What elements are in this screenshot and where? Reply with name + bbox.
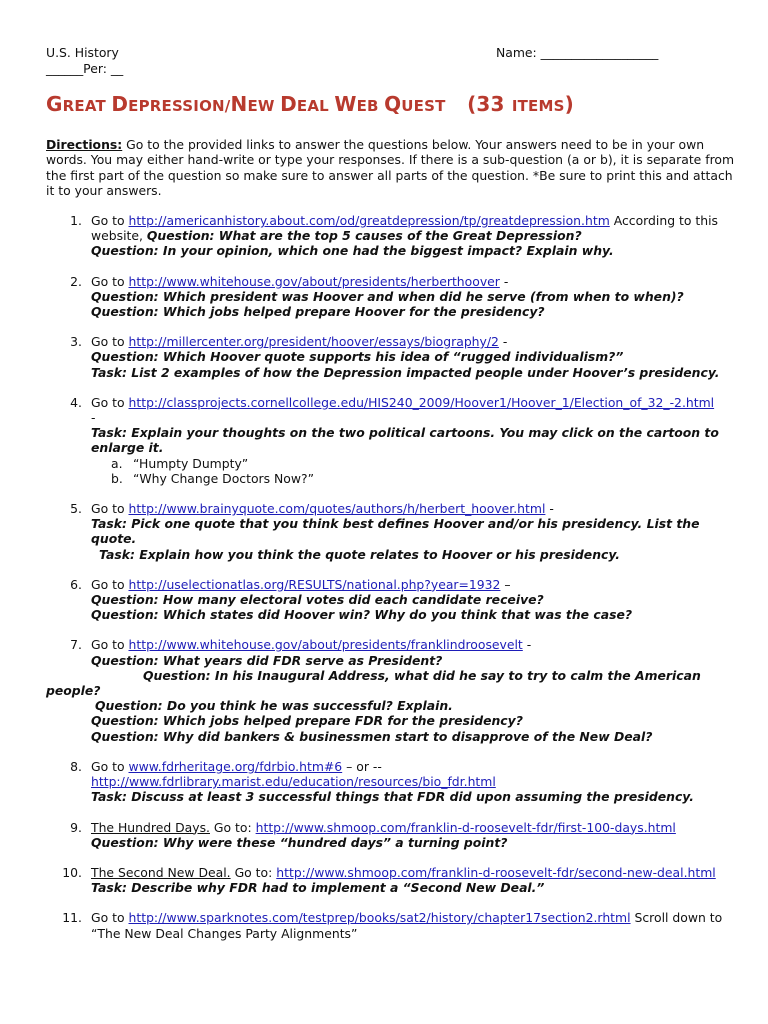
directions-label: Directions:	[46, 137, 123, 152]
list-item-2: 2. Go to http://www.whitehouse.gov/about/presidents/herberthoover - Question: Which president was Hoover and when did he serve (from when to when)? Question: Which jobs helped prepare Hoover for the presidency?	[70, 273, 684, 320]
list-item-8: 8. Go to www.fdrheritage.org/fdrbio.htm#6 – or -- http://www.fdrlibrary.marist.edu/education/resources/bio_fdr.html Task: Discuss at least 3 successful things that FDR did upon assuming the presidency.	[70, 758, 694, 805]
sub-item-b: b. “Why Change Doctors Now?”	[111, 470, 315, 486]
link-7[interactable]: http://www.whitehouse.gov/about/presidents/franklindroosevelt	[128, 637, 523, 653]
link-1[interactable]: http://americanhistory.about.com/od/greatdepression/tp/greatdepression.htm	[128, 213, 610, 228]
sub-item-a: a. “Humpty Dumpty”	[111, 455, 249, 471]
list-item-3: 3. Go to http://millercenter.org/president/hoover/essays/biography/2 - Question: Which Hoover quote supports his idea of “rugged individualism?” Task: List 2 examples of how the Depression impacted people under Hoover’s presidency.	[70, 334, 720, 380]
header-course-info	[46, 45, 123, 77]
link-9[interactable]: http://www.shmoop.com/franklin-d-roosevelt-fdr/first-100-days.html	[255, 819, 676, 835]
list-item-10: 10. The Second New Deal. Go to: http://www.shmoop.com/franklin-d-roosevelt-fdr/second-new-deal.html Task: Describe why FDR had to implement a “Second New Deal.”	[62, 864, 716, 896]
list-item-6: 6. Go to http://uselectionatlas.org/RESULTS/national.php?year=1932 – Question: How many electoral votes did each candidate receive? Question: Which states did Hoover win? Why do you think that was the case?	[70, 576, 633, 623]
link-11[interactable]: http://www.sparknotes.com/testprep/books/sat2/history/chapter17section2.rhtml	[128, 910, 631, 926]
list-item-1: 1. Go to http://americanhistory.about.com/od/greatdepression/tp/greatdepression.htm According to this website, Question: What are the top 5 causes of the Great Depression? Question: In your opinion, which one had the biggest impact? Explain why.	[70, 213, 718, 259]
link-2[interactable]: http://www.whitehouse.gov/about/presidents/herberthoover	[128, 273, 500, 289]
link-3[interactable]: http://millercenter.org/president/hoover/essays/biography/2	[128, 334, 499, 350]
link-8b[interactable]: http://www.fdrlibrary.marist.edu/education/resources/bio_fdr.html	[91, 774, 496, 790]
directions-text: Go to the provided links to answer the questions below. Your answers need to be in your own words. You may either hand-write or type your responses. If there is a sub-question (a or b), it is separate from the first part of the question so make sure to answer all parts of the question. *Be sure to print this and attach it to your answers.	[46, 137, 735, 199]
list-item-5: 5. Go to http://www.brainyquote.com/quotes/authors/h/herbert_hoover.html - Task: Pick one quote that you think best defines Hoover and/or his presidency. List the quote. Task: Explain how you think the quote relates to Hoover or his presidency.	[70, 501, 700, 562]
course-label: U.S. History	[46, 45, 119, 60]
name-field: Name: ___________________	[496, 45, 659, 60]
link-10[interactable]: http://www.shmoop.com/franklin-d-roosevelt-fdr/second-new-deal.html	[276, 864, 716, 880]
list-item-9: 9. The Hundred Days. Go to: http://www.shmoop.com/franklin-d-roosevelt-fdr/first-100-days.html Question: Why were these “hundred days” a turning point?	[70, 819, 676, 850]
link-6[interactable]: http://uselectionatlas.org/RESULTS/national.php?year=1932	[128, 576, 501, 592]
link-4[interactable]: http://classprojects.cornellcollege.edu/HIS240_2009/Hoover1/Hoover_1/Election_of_32_-2.html	[128, 394, 715, 410]
list-item-7: 7. Go to http://www.whitehouse.gov/about/presidents/franklindroosevelt - Question: What years did FDR serve as President? Question: In his Inaugural Address, what did he say to try to calm the American people? Question: Do you think he was successful? Explain. Question: Which jobs helped prepare FDR for the presidency? Question: Why did bankers & businessmen start to disapprove of the New Deal?	[46, 637, 701, 744]
period-line: ______Per: __	[46, 61, 124, 76]
list-item-4: 4. Go to http://classprojects.cornellcollege.edu/HIS240_2009/Hoover1/Hoover_1/Election_of_32_-2.html - Task: Explain your thoughts on the two political cartoons. You may click on the cartoon to enlarge it. a. “Humpty Dumpty” b. “Why Change Doctors Now?”	[46, 395, 736, 486]
directions	[46, 137, 736, 199]
question-list	[46, 213, 736, 956]
link-8a[interactable]: www.fdrheritage.org/fdrbio.htm#6	[128, 758, 343, 774]
link-5[interactable]: http://www.brainyquote.com/quotes/authors/h/herbert_hoover.html	[128, 501, 546, 517]
page-title: GREAT DEPRESSION/NEW DEAL WEB QUEST (33 ITEMS)	[46, 92, 574, 116]
list-item-11: 11. Go to http://www.sparknotes.com/testprep/books/sat2/history/chapter17section2.rhtml Scroll down to “The New Deal Changes Party Alignments”	[62, 910, 723, 941]
